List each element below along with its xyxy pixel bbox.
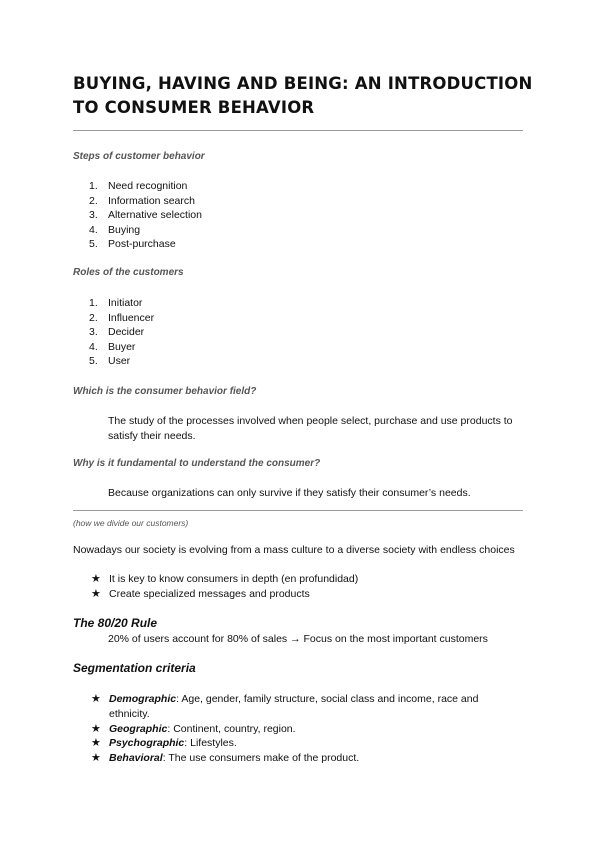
star-icon: ★ bbox=[91, 722, 101, 735]
list-item: 3. Decider bbox=[89, 326, 145, 339]
list-item: 4. Buyer bbox=[89, 340, 136, 353]
list-item: 4. Buying bbox=[89, 223, 141, 236]
list-item: ★ It is key to know consumers in depth (en profundidad) bbox=[91, 573, 359, 585]
list-item: 1. Need recognition bbox=[89, 180, 188, 192]
document-title: BUYING, HAVING AND BEING: AN INTRODUCTION TO CONSUMER BEHAVIOR bbox=[73, 74, 533, 117]
star-icon: ★ bbox=[91, 737, 101, 750]
section-heading-roles: Roles of the customers bbox=[73, 267, 184, 278]
list-item: ★ Geographic: Continent, country, region. bbox=[91, 722, 296, 735]
segmentation-heading: Segmentation criteria bbox=[73, 661, 196, 675]
list-item: ★ Demographic: Age, gender, family structure, social class and income, race and ethnicity. bbox=[91, 693, 479, 720]
list-item: 2. Information search bbox=[89, 194, 195, 207]
roles-list bbox=[89, 296, 154, 369]
list-item: ★ Create specialized messages and products bbox=[91, 587, 310, 600]
why-answer: Because organizations can only survive if they satisfy their consumer’s needs. bbox=[108, 487, 471, 499]
list-item: 1. Initiator bbox=[89, 297, 143, 309]
segmentation-list bbox=[91, 692, 511, 766]
list-item: 2. Influencer bbox=[89, 311, 155, 324]
list-item: ★ Psychographic: Lifestyles. bbox=[91, 737, 237, 750]
section-heading-field: Which is the consumer behavior field? bbox=[73, 386, 257, 397]
list-item: 5. Post-purchase bbox=[89, 238, 176, 251]
star-icon: ★ bbox=[91, 573, 101, 585]
list-item: 5. User bbox=[89, 355, 131, 368]
star-icon: ★ bbox=[91, 752, 101, 765]
section-heading-steps: Steps of customer behavior bbox=[73, 151, 205, 162]
field-definition: The study of the processes involved when people select, purchase and use products to satisfy their needs. bbox=[108, 415, 513, 442]
steps-list bbox=[89, 179, 202, 252]
list-item: 3. Alternative selection bbox=[89, 209, 202, 222]
rule-8020-text: 20% of users account for 80% of sales → Focus on the most important customers bbox=[108, 633, 488, 645]
rule-8020-heading: The 80/20 Rule bbox=[73, 616, 158, 630]
nowadays-paragraph: Nowadays our society is evolving from a mass culture to a diverse society with endless choices bbox=[73, 544, 515, 556]
divide-note: (how we divide our customers) bbox=[73, 518, 189, 528]
star-icon: ★ bbox=[91, 587, 101, 600]
list-item: ★ Behavioral: The use consumers make of the product. bbox=[91, 752, 360, 765]
star-icon: ★ bbox=[91, 693, 101, 705]
divider bbox=[73, 130, 523, 131]
section-heading-why: Why is it fundamental to understand the consumer? bbox=[73, 458, 321, 469]
divider bbox=[73, 510, 523, 511]
nowadays-bullets bbox=[91, 572, 358, 602]
